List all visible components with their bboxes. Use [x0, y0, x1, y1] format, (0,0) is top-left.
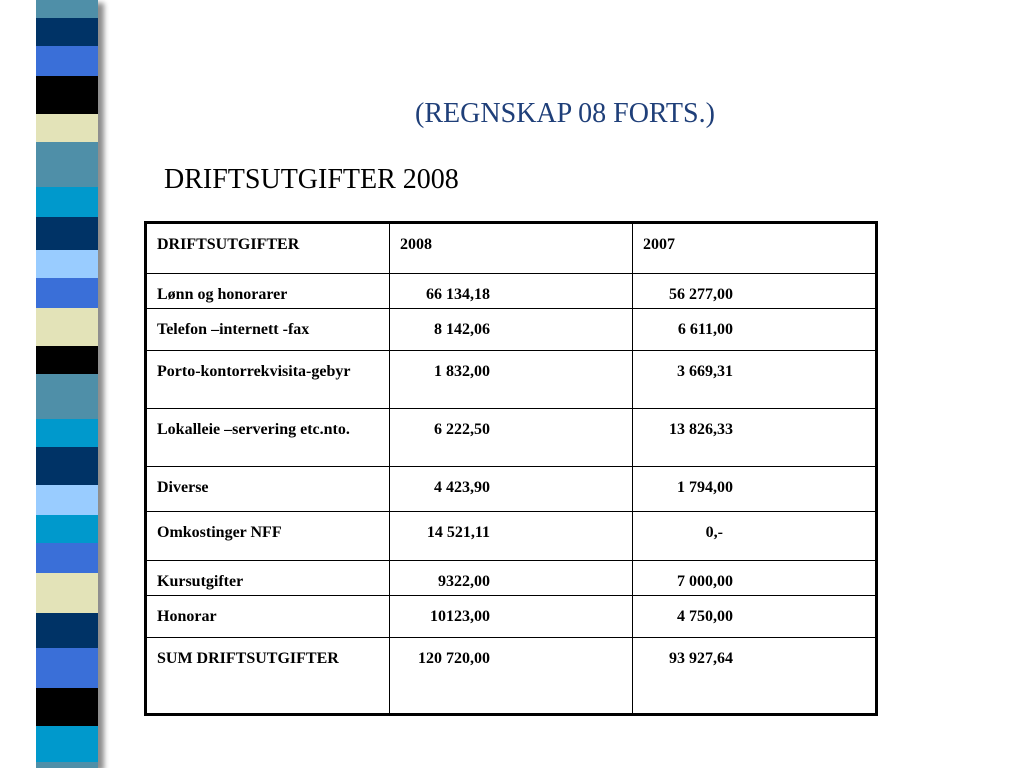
row-label: Lønn og honorarer — [146, 274, 390, 309]
value-2008: 66 134,18 — [426, 286, 490, 303]
table-row — [146, 274, 877, 309]
stripe-band — [36, 346, 98, 374]
table-header-row — [146, 223, 877, 274]
table-total-row — [146, 638, 877, 715]
value-2007: 3 669,31 — [677, 363, 733, 380]
value-2007: 6 611,00 — [677, 321, 733, 338]
stripe-band — [36, 18, 98, 46]
row-label: Telefon –internett -fax — [146, 309, 390, 351]
value-2007: 1 794,00 — [677, 479, 733, 496]
value-2007: 0,- — [705, 524, 723, 541]
table-row — [146, 409, 877, 467]
stripe-band — [36, 543, 98, 573]
slide-subtitle: DRIFTSUTGIFTER 2008 — [164, 164, 459, 195]
stripe-band — [36, 447, 98, 485]
stripe-band — [36, 217, 98, 250]
stripe-band — [36, 250, 98, 278]
header-2007: 2007 — [633, 223, 877, 274]
table-row — [146, 351, 877, 409]
row-label: Honorar — [146, 596, 390, 638]
row-label: Lokalleie –servering etc.nto. — [146, 409, 390, 467]
value-2008: 1 832,00 — [434, 363, 490, 380]
stripe-band — [36, 515, 98, 543]
value-2008: 8 142,06 — [434, 321, 490, 338]
stripe-band — [36, 142, 98, 187]
value-2008: 4 423,90 — [434, 479, 490, 496]
value-2007: 93 927,64 — [669, 650, 733, 667]
stripe-band — [36, 613, 98, 648]
value-2008: 14 521,11 — [426, 524, 490, 541]
slide-title: (REGNSKAP 08 FORTS.) — [415, 98, 715, 129]
stripe-band — [36, 573, 98, 613]
value-2008: 9322,00 — [438, 573, 490, 590]
stripe-band — [36, 278, 98, 308]
expenses-table — [144, 221, 875, 716]
stripe-band — [36, 0, 98, 18]
stripe-band — [36, 308, 98, 346]
value-2007: 13 826,33 — [669, 421, 733, 438]
stripe-band — [36, 46, 98, 76]
value-2007: 7 000,00 — [677, 573, 733, 590]
stripe-band — [36, 688, 98, 726]
stripe-band — [36, 187, 98, 217]
table-row — [146, 512, 877, 561]
row-label: Diverse — [146, 467, 390, 512]
stripe-band — [36, 76, 98, 114]
row-label: Omkostinger NFF — [146, 512, 390, 561]
value-2007: 4 750,00 — [677, 608, 733, 625]
value-2008: 120 720,00 — [418, 650, 490, 667]
stripe-band — [36, 762, 98, 768]
stripe-band — [36, 726, 98, 762]
row-label: Kursutgifter — [146, 561, 390, 596]
stripe-band — [36, 485, 98, 515]
stripe-band — [36, 648, 98, 688]
row-label: SUM DRIFTSUTGIFTER — [146, 638, 390, 715]
value-2008: 6 222,50 — [434, 421, 490, 438]
table-row — [146, 309, 877, 351]
stripe-band — [36, 114, 98, 142]
stripe-band — [36, 374, 98, 419]
header-label: DRIFTSUTGIFTER — [146, 223, 390, 274]
row-label: Porto-kontorrekvisita-gebyr — [146, 351, 390, 409]
table-row — [146, 596, 877, 638]
stripe-band — [36, 419, 98, 447]
value-2007: 56 277,00 — [669, 286, 733, 303]
table-row — [146, 561, 877, 596]
value-2008: 10123,00 — [430, 608, 490, 625]
decorative-stripe — [36, 0, 98, 768]
header-2008: 2008 — [390, 223, 633, 274]
table-row — [146, 467, 877, 512]
